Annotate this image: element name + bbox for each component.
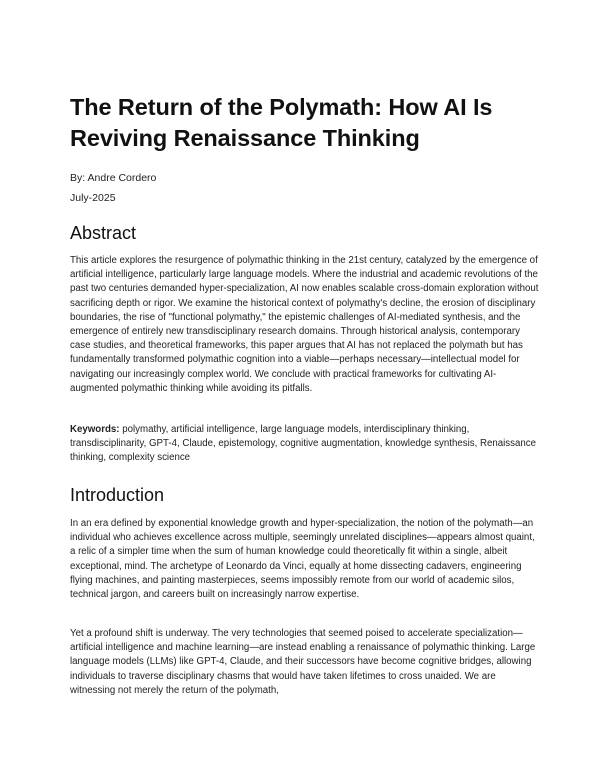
- paper-title: The Return of the Polymath: How AI Is Reviving Renaissance Thinking: [70, 94, 493, 151]
- introduction-heading: Introduction: [70, 485, 165, 505]
- abstract-heading: Abstract: [70, 223, 137, 243]
- keywords-label: Keywords:: [70, 424, 120, 435]
- keywords-text: polymathy, artificial intelligence, large language models, interdisciplinary thinking, transdisciplinarity, GPT-4, Claude, epistemology, cognitive augmentation, knowledge synthesis, Renaissance thinking, complexity science: [70, 424, 536, 464]
- introduction-paragraph-1: In an era defined by exponential knowledge growth and hyper-specialization, the notion of the polymath—an individual who achieves excellence across multiple, seemingly unrelated disciplines—appears almost quaint, a relic of a simpler time when the sum of human knowledge could theoretically fit within a single, albeit exceptional, mind. The archetype of Leonardo da Vinci, equally at home dissecting cadavers, engineering flying machines, and painting masterpieces, seems impossibly remote from our world of academic silos, technical jargon, and careers built on increasingly narrow expertise.: [70, 518, 535, 601]
- introduction-paragraph-2: Yet a profound shift is underway. The very technologies that seemed poised to accelerate specialization—artificial intelligence and machine learning—are instead enabling a renaissance of polymathic thinking. Large language models (LLMs) like GPT-4, Claude, and their successors have become cognitive bridges, allowing individuals to traverse disciplinary chasms that would have taken lifetimes to cross unaided. We are witnessing not merely the return of the polymath,: [70, 628, 536, 696]
- author-byline: By: Andre Cordero: [70, 172, 157, 184]
- publication-date: July-2025: [70, 192, 116, 204]
- abstract-text: This article explores the resurgence of polymathic thinking in the 21st century, catalyzed by the emergence of artificial intelligence, particularly large language models. Where the industrial and academic revolutions of the past two centuries demanded hyper-specialization, AI now enables scalable cross-domain exploration without sacrificing depth or rigor. We examine the historical context of polymathy's decline, the erosion of disciplinary boundaries, the rise of "functional polymathy," the epistemic challenges of AI-mediated synthesis, and the emergence of entirely new transdisciplinary research domains. Through historical analysis, contemporary case studies, and theoretical frameworks, this paper argues that AI has not replaced the polymath but has fundamentally transformed polymathic cognition into a viable—perhaps necessary—intellectual model for navigating our increasingly complex world. We conclude with practical frameworks for cultivating AI-augmented polymathic thinking while avoiding its pitfalls.: [70, 255, 539, 394]
- keywords-paragraph: [70, 423, 540, 466]
